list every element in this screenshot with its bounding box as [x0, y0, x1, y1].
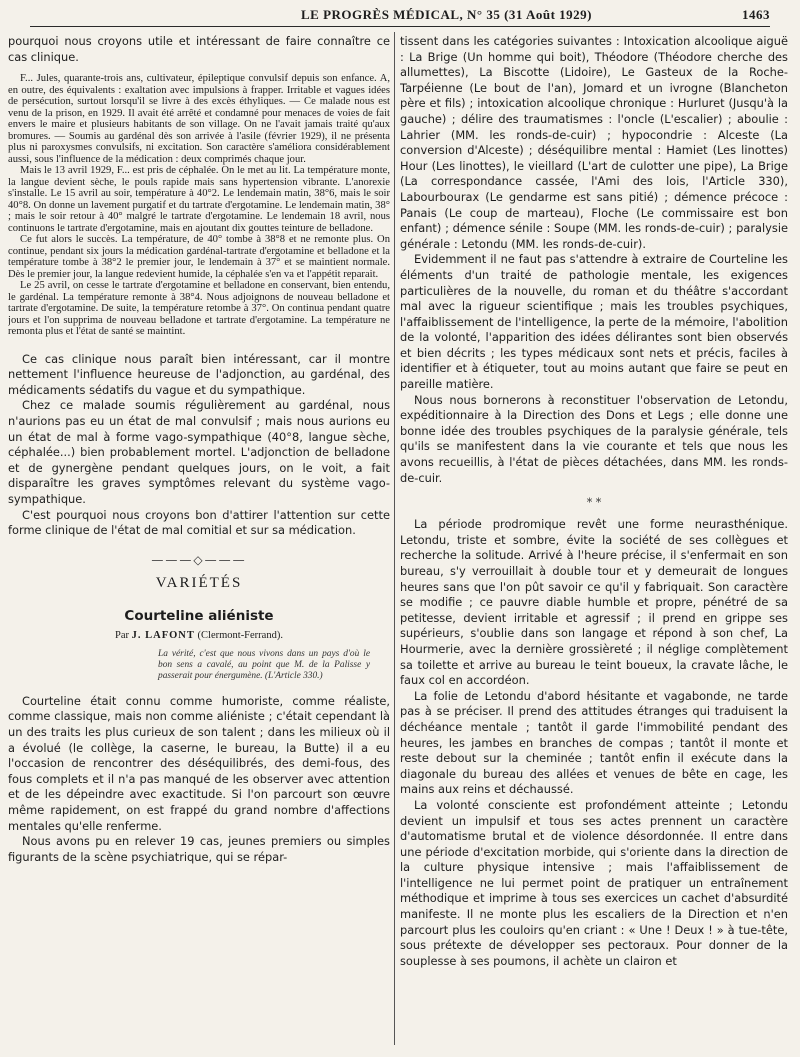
right-column: [400, 34, 788, 1047]
case-paragraph: Le 25 avril, on cesse le tartrate d'ergotamine et belladone en conservant, bien entendu, le gardénal. La température remonte à 38°4. Nous adjoignons de nouveau belladone et tartrate d'ergotamine. De suite, la température retombe à 37°. On continua pendant quatre jours et l'on supprima de nouveau belladone et tartrate d'ergotamine. La température ne remonta plus et l'état de santé se maintint.: [8, 280, 390, 338]
ornament-divider: ———◇———: [151, 552, 247, 567]
paragraph: La volonté consciente est profondément atteinte ; Letondu devient un impulsif et tous ses actes prennent un caractère d'automatisme brutal et de violence désordonnée. Il entre dans une période d'excitation morbide, qui s'oriente dans la direction de la culture physique intensive ; mais l'affaiblissement de l'intelligence ne lui permet point de pratiquer un entraînement méthodique et imprime à tous ses exercices un cachet d'absurdité manifeste. Il ne monte plus les escaliers de la Direction et n'en parcourt plus les couloirs qu'en criant : « Une ! Deux ! » à tue-tête, sous prétexte de développer ses pectoraux. Pour donner de la souplesse à ses poumons, il achète un clairon et: [400, 797, 788, 968]
paragraph: La période prodromique revêt une forme neurasthénique. Letondu, triste et sombre, évite la société de ses collègues et recherche la solitude. Arrivé à l'heure précise, il s'enfermait en son bureau, s'y verrouillait à double tour et y demeurait de longues heures sans que l'on pût savoir ce qu'il y fabriquait. Son caractère se modifie ; ce pauvre diable humble et propre, pénétré de sa petitesse, devient irritable et agressif ; il prend en grippe ses supérieurs, s'oublie dans son langage et répond à son chef, La Hourmerie, avec la dernière grossièreté ; il néglige complètement sa toilette et arrive au bureau le teint boueux, la cravate lâche, le faux col en accordéon.: [400, 517, 788, 688]
byline-place: (Clermont-Ferrand).: [197, 629, 283, 641]
case-paragraph: F... Jules, quarante-trois ans, cultivateur, épileptique convulsif depuis son enfance. A, en outre, des équivalents : exaltation avec impulsions à frapper. Irritable et vagues idées de persécution, surtout lorsqu'il se livre à des excès éthyliques. — Ce malade nous est venu de la prison, en 1929. Il avait été arrêté et condamné pour menaces de voies de fait envers le maire et plusieurs habitants de son village. On ne l'avait jamais traité qu'aux bromures. — Soumis au gardénal dès son arrivée à l'asile (février 1929), il ne présenta plus ni paroxysmes convulsifs, ni excitation. Son caractère s'améliora considérablement aussi, sous l'influence de la médication : deux comprimés chaque jour.: [8, 73, 390, 165]
epigraph: La vérité, c'est que nous vivons dans un pays d'où le bon sens a cavalé, au point que M. de la Palisse y passerait pour énergumène. (L'Article 330.): [158, 648, 370, 681]
paragraph: Nous nous bornerons à reconstituer l'observation de Letondu, expéditionnaire à la Direction des Dons et Legs ; elle donne une bonne idée des troubles psychiques de la paralysie générale, tels qu'ils se manifestent dans la vie courante et tels que nous les avons recueillis, à l'état de pièces détachées, dans MM. les ronds-de-cuir.: [400, 392, 788, 485]
paragraph: Evidemment il ne faut pas s'attendre à extraire de Courteline les éléments d'un traité de pathologie mentale, les exigences particulières de la nouvelle, du roman et du théâtre s'accordant mal avec la rigueur scientifique ; mais les troubles psychiques, l'affaiblissement de l'intelligence, la perte de la mémoire, l'abolition de la volonté, l'apparition des idées délirantes sont bien observés et bien décrits ; les types médicaux sont nets et précis, faciles à identifier et à étiqueter, tout au moins autant que faire se peut en pareille matière.: [400, 252, 788, 392]
paragraph: La folie de Letondu d'abord hésitante et vagabonde, ne tarde pas à se préciser. Il prend des attitudes étranges qui traduisent la déchéance mentale ; tantôt il garde l'immobilité pendant des heures, les jambes en branches de compas ; tantôt il monte et reste debout sur la cheminée ; tantôt enfin il exécute dans la diagonale du bureau des allées et venues de bête en cage, les mains aux reins et déchaussé.: [400, 688, 788, 797]
paragraph: Nous avons pu en relever 19 cas, jeunes premiers ou simples figurants de la scène psychiatrique, qui se répar-: [8, 834, 390, 864]
left-column: [8, 34, 390, 1047]
paragraph: tissent dans les catégories suivantes : Intoxication alcoolique aiguë : La Brige (Un homme qui boit), Théodore (Théodore cherche des allumettes), La Biscotte (Lidoire), Le Gasteux de la Roche-Tarpéienne (Le bout de l'an), Jomard et un ivrogne (Blancheton père et fils) ; intoxication alcoolique chronique : Hurluret (Jusqu'à la gauche) ; délire des traumatismes : l'oncle (L'escalier) ; aboulie : Lahrier (MM. les ronds-de-cuir) ; hypocondrie : Alceste (La conversion d'Alceste) ; déséquilibre mental : Hamiet (Les linottes) Hour (Les linottes), le vieillard (L'art de culotter une pipe), La Brige (La correspondance cassée, l'Ami des lois, l'Article 330), Labourbourax (Le gendarme est sans pitié) ; démence précoce : Panais (Le coup de marteau), Floche (Le commissaire est bon enfant) ; démence sénile : Soupe (MM. les ronds-de-cuir) ; paralysie générale : Letondu (MM. les ronds-de-cuir).: [400, 34, 788, 251]
running-header: [30, 4, 770, 27]
paragraph: C'est pourquoi nous croyons bon d'attirer l'attention sur cette forme clinique de l'état de mal comitial et sur sa médication.: [8, 507, 390, 538]
paragraph: Chez ce malade soumis régulièrement au gardénal, nous n'aurions pas eu un état de mal convulsif ; mais nous aurions eu un état de mal à forme vago-sympathique (40°8, langue sèche, céphalée...) bien probablement mortel. L'adjonction de belladone et de gynergène pendant quelques jours, on le voit, a fait disparaître les graves symptômes relevant du système vago-sympathique.: [8, 398, 390, 507]
paragraph: pourquoi nous croyons utile et intéressant de faire connaître ce cas clinique.: [8, 34, 390, 64]
byline-author: J. LAFONT: [131, 629, 195, 641]
paragraph: Courteline était connu comme humoriste, comme réaliste, comme classique, mais non comme aliéniste ; c'était cependant là un des traits les plus curieux de son talent ; dans les milieux où il a évolué (le collège, la caserne, le bureau, la Butte) il a eu l'occasion de rencontrer des déséquilibrés, des demi-fous, des fous complets et il n'a pas manqué de les observer avec attention et de les dépeindre avec exactitude. Si l'on parcourt son œuvre même rapidement, on est frappé du grand nombre d'affections mentales qu'elle renferme.: [8, 693, 390, 833]
section-heading: VARIÉTÉS: [155, 574, 243, 591]
page-number: 1463: [742, 7, 770, 22]
article-title: Courteline aliéniste: [124, 607, 274, 624]
header-title: LE PROGRÈS MÉDICAL, N° 35 (31 Août 1929): [301, 7, 592, 22]
paragraph: Ce cas clinique nous paraît bien intéressant, car il montre nettement l'influence heureuse de l'adjonction, au gardénal, des médicaments sédatifs du vague et du sympathique.: [8, 351, 390, 397]
case-paragraph: Mais le 13 avril 1929, F... est pris de céphalée. On le met au lit. La température monte, la langue devient sèche, le pouls rapide mais sans hypertension vibrante. L'anorexie s'installe. Le 15 avril au soir, température à 40°2. Le lendemain matin, 38°6, mais le soir 40°8. On donne un lavement purgatif et du tartrate d'ergotamine. Le lendemain matin, 38° ; mais le soir retour à 40° malgré le tartrate d'ergotamine. Le lendemain 18 avril, nous continuons le tartrate d'ergotamine, mais en ajoutant dix gouttes teinture de belladone.: [8, 165, 390, 234]
column-divider: [394, 32, 395, 1045]
byline-par: Par: [115, 629, 130, 641]
byline: [8, 630, 390, 641]
case-paragraph: Ce fut alors le succès. La température, de 40° tombe à 38°8 et ne remonte plus. On continue, pendant six jours la médication gardénal-tartrate d'ergotamine et belladone et la température tombe à 38°2 le premier jour, le lendemain à 37° et se maintient normale. Dès le premier jour, la langue redevient humide, la céphalée s'en va et l'appétit reparait.: [8, 234, 390, 280]
section-stars: * *: [586, 496, 602, 510]
